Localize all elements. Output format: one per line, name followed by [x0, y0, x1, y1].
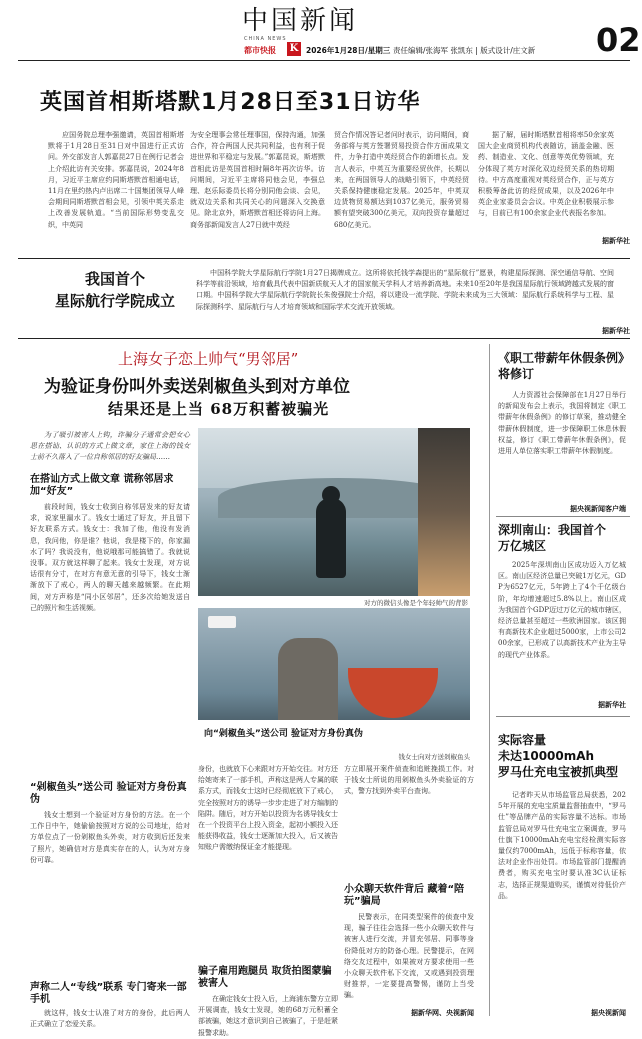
scam-subhead-4: 骗子雇用跑腿员 取货拍图蒙骗被害人	[198, 966, 332, 989]
scam-subhead-1: 在搭讪方式上做文章 谎称邻居求加“好友”	[30, 474, 174, 497]
scam-col-3: 方立即展开案件侦查和追赃挽损工作。对于钱女士所说的用剁椒鱼头外卖验证的方式，警方找到外卖平台查询。	[344, 765, 474, 796]
space-source: 据新华社	[602, 327, 630, 335]
sidebar-headline-3	[498, 732, 628, 780]
masthead-subtitle: CHINA NEWS	[244, 36, 287, 42]
sidebar-divider-2	[496, 716, 630, 717]
photo-bowl	[348, 668, 438, 718]
scam-kicker: 上海女子恋上帅气“男邻居”	[118, 350, 299, 368]
sidebar-headline-3-line1: 实际容量	[498, 733, 547, 747]
photo-fish-head-delivery	[198, 608, 470, 750]
sidebar-headline-3-line3: 罗马仕充电宝被抓典型	[498, 765, 619, 779]
scam-col-2: 身份，也就放下心来跟对方开始交往。对方还给她寄来了一部手机，声称这是两人专属的联系方式，而钱女士这时已经彻底放下了戒心，完全按照对方的诱导一步步走进了对方编制的陷阱。随后，对方开始以投资为名诱导钱女士在一个投资平台上投入资金，起初小额投入还能获得收益，钱女士逐渐加大投入，后又被告知账户需缴纳保证金才能提现。	[198, 765, 338, 852]
sidebar-headline-3-line2: 未达10000mAh	[498, 749, 595, 763]
caption-photo-1: 对方的微信头像是个年轻帅气的背影	[364, 599, 468, 607]
tv-logo-icon	[208, 616, 236, 628]
headline-space-line1: 我国首个	[84, 270, 145, 288]
headline-space	[50, 268, 180, 312]
photo-right-panel	[418, 428, 470, 596]
scam-body-1: 前段时间，钱女士收到自称邻居发来的好友请求，说家里漏水了。钱女士通过了好友，并且留下好友联系方式。钱女士：我加了他，他没有发消息，我问他，你是谁？他说，我是楼下的，你家漏水了吗？我说没有，他说哦那可能搞错了。我就说没事。双方就这样聊了起来。钱女士发现，对方说话很有分寸，在对方有意无意的引导下，钱女士渐渐放下了戒心，两人的聊天越来越频繁。在此期间，对方声称是“同小区邻居”，还多次给她发送自己的照片和生活视频。	[30, 503, 190, 612]
uk-col-3: 贸合作情况答记者问时表示，访问期间，商务部将与英方签署贸易投资合作方面成果文件，力争打造中英经贸合作的新增长点。发言人表示，中英互为重要经贸伙伴，长期以来，在两国领导人的战略引领下，中英经贸关系保持健康稳定发展。2025年，中英双边货物贸易额达到1037亿美元，服务贸易额有望突破300亿美元，双向投资存量超过680亿美元。	[334, 131, 469, 229]
page-number: 02	[596, 21, 641, 59]
masthead	[242, 6, 392, 36]
uk-col-1: 应国务院总理李强邀请，英国首相斯塔默将于1月28日至31日对中国进行正式访问。外交部发言人郭嘉昆27日在例行记者会上介绍此访有关安排。郭嘉昆说，2024年8月，习近平主席应约同斯塔默首相通电话，11月在里约热内卢出席二十国集团领导人峰会期间同斯塔默首相会见，引领中英关系走上改善发展轨道。“当前国际形势变乱交织，中英同	[48, 131, 184, 229]
scam-subhead-2: “剁椒鱼头”送公司 验证对方身份真伪	[30, 782, 187, 805]
uk-source: 据新华社	[602, 237, 630, 245]
uk-col-4: 据了解，届时斯塔默首相将率50余家英国大企业商贸机构代表随访，涵盖金融、医药、制造业、文化、创意等英优势领域，充分体现了英方对深化双边经贸关系的热切期待。中方高度重视对英经贸合作，正与英方积极筹备此访的经贸成果，以及2026年中英企业家委员会会议。中英企业积极展示参与，目前已有100余家企业代表报名参加。	[478, 131, 614, 218]
paper-brand: 都市快报	[244, 46, 276, 55]
photo-banner-text: 向“剁椒鱼头”送公司 验证对方身份真伪	[204, 729, 363, 739]
sidebar-headline-2: 深圳南山：我国首个万亿城区	[498, 523, 607, 553]
sidebar-divider-1	[496, 516, 630, 517]
space-body: 中国科学院大学星际航行学院1月27日揭牌成立。这所将依托钱学森提出的“星际航行”愿景，构建星际探测、深空通信导航、空间科学等前沿领域，培育截具代表中国新质航天人才的国家航天学科人才培养新高地。未来10至20年是我国星际航行领域跨越式发展的窗口期。中国科学院大学星际航行学院院长朱俊强院士介绍，将以建设一流学院、学院未来成为三大领域：星际航行系统科学与工程、星际探测科学、星际航行与人才培育领域和国际学术交流开放领域。	[196, 269, 614, 311]
divider-2	[18, 338, 630, 339]
masthead-title: 中国新闻	[242, 6, 359, 36]
scam-body-4: 在确定钱女士投入后，上海浦东警方立即开展调查，钱女士发现，她的68万元积蓄全部被骗，她这才意识到自己被骗了，于是赶紧报警求助。	[198, 995, 338, 1037]
scam-lead: 为了吸引被害人上钩，诈骗分子通常会把女心思在搭讪、认识的方式上做文章，家住上海的钱女士前不久落入了一位自称邻居的好友骗局……	[30, 431, 190, 462]
scam-source: 据新华网、央视新闻	[411, 1009, 474, 1017]
header-rule	[18, 60, 630, 61]
column-divider	[489, 344, 490, 1016]
sidebar-source-3: 据央视新闻	[591, 1009, 626, 1017]
photo-wechat-avatar	[198, 428, 470, 596]
sidebar-body-3: 记者昨天从市场监管总局获悉，2025年开展的充电宝质量监督抽查中，“罗马仕”等品牌产品的实际容量不达标。市场监管总局对罗马仕充电宝立案调查，罗马仕旗下10000mAh充电宝经检测实际容量仅约7000mAh，远低于标称容量，依法对企业作出处罚。市场监管部门提醒消费者，购买充电宝时要认准3C认证标志，选择正规渠道购买，谨慎对待低价产品。	[498, 791, 626, 900]
scam-body-2: 钱女士想到一个验证对方身份的方法。在一个工作日中午，她偷偷按照对方说的公司地址，给对方单位点了一份剁椒鱼头外卖，对方收到后还发来了照片，她确信对方是真实存在的人，认为对方身份可靠。	[30, 811, 190, 864]
headline-scam: 为验证身份叫外卖送剁椒鱼头到对方单位	[44, 377, 350, 397]
headline-uk: 英国首相斯塔默1月28日至31日访华	[40, 90, 421, 115]
uk-col-2: 为安全理事会常任理事国，保持沟通，加强合作，符合两国人民共同利益，也有利于促进世界和平稳定与发展。”郭嘉昆说，斯塔默首相此访是英国首相时隔8年再次访华。访问期间，习近平主席将同他会见，李强总理、赵乐际委员长将分别同他会谈、会见，就双边关系和共同关心的问题深入交换意见。除北京外，斯塔默首相还将访问上海。商务部新闻发言人27日就中英经	[190, 131, 325, 229]
photo-figure-head	[322, 486, 340, 504]
scam-body-5: 民警表示，在同类型案件的侦查中发现，骗子往往会选择一些小众聊天软件与被害人进行交流，并冒充邻居、同事等身份降低对方的防备心理。民警提示，在网络交友过程中，如果被对方要求使用一些小众聊天软件私下交流，又或遇到投资理财推荐，一定要提高警惕，谨防上当受骗。	[344, 913, 474, 1000]
scam-subhead-5: 小众聊天软件背后 藏着“陪玩”骗局	[344, 884, 465, 907]
scam-body-3: 就这样，钱女士认准了对方的身份，此后两人正式确立了恋爱关系。	[30, 1009, 190, 1029]
editor-line: 责任编辑/张海军 张凯东 | 版式设计/庄文新	[393, 46, 536, 55]
divider-1	[18, 258, 630, 259]
headline-space-line2: 星际航行学院成立	[54, 292, 175, 310]
sidebar-body-2: 2025年深圳南山区成功迈入万亿城区。南山区经济总量已突破1万亿元，GDP为6527亿元，5年跨上了4个千亿级台阶，年均增速超过5.8%以上。南山区成为我国首个GDP迈过万亿元的城市辖区，经济总量甚至超过一些欧洲国家。该区拥有高新技术企业超过5000家，上市公司200余家，已形成了以高新技术产业为主导的现代产业体系。	[498, 561, 626, 659]
paper-logo: K	[287, 42, 301, 56]
date-line: 2026年1月28日/星期三	[306, 46, 391, 55]
sidebar-body-1: 人力资源社会保障部在1月27日举行的新闻发布会上表示，我国将制定《职工带薪年休假条例》的修订草案，推动健全带薪休假制度，进一步保障职工休息休假权益，修订《职工带薪年休假条例》，促进用人单位落实职工带薪年休假制度。	[498, 391, 626, 456]
sidebar-source-2: 据新华社	[598, 701, 626, 709]
scam-subhead: 结果还是上当 68万积蓄被骗光	[108, 400, 330, 418]
sidebar-headline-1: 《职工带薪年休假条例》将修订	[498, 351, 625, 381]
photo-figure	[316, 498, 346, 578]
scam-subhead-3: 声称二人“专线”联系 专门寄来一部手机	[30, 982, 187, 1005]
caption-photo-2: 钱女士向对方送剁椒鱼头	[398, 753, 470, 761]
sidebar-source-1: 据央视新闻客户端	[570, 505, 626, 513]
photo-person	[278, 638, 338, 728]
